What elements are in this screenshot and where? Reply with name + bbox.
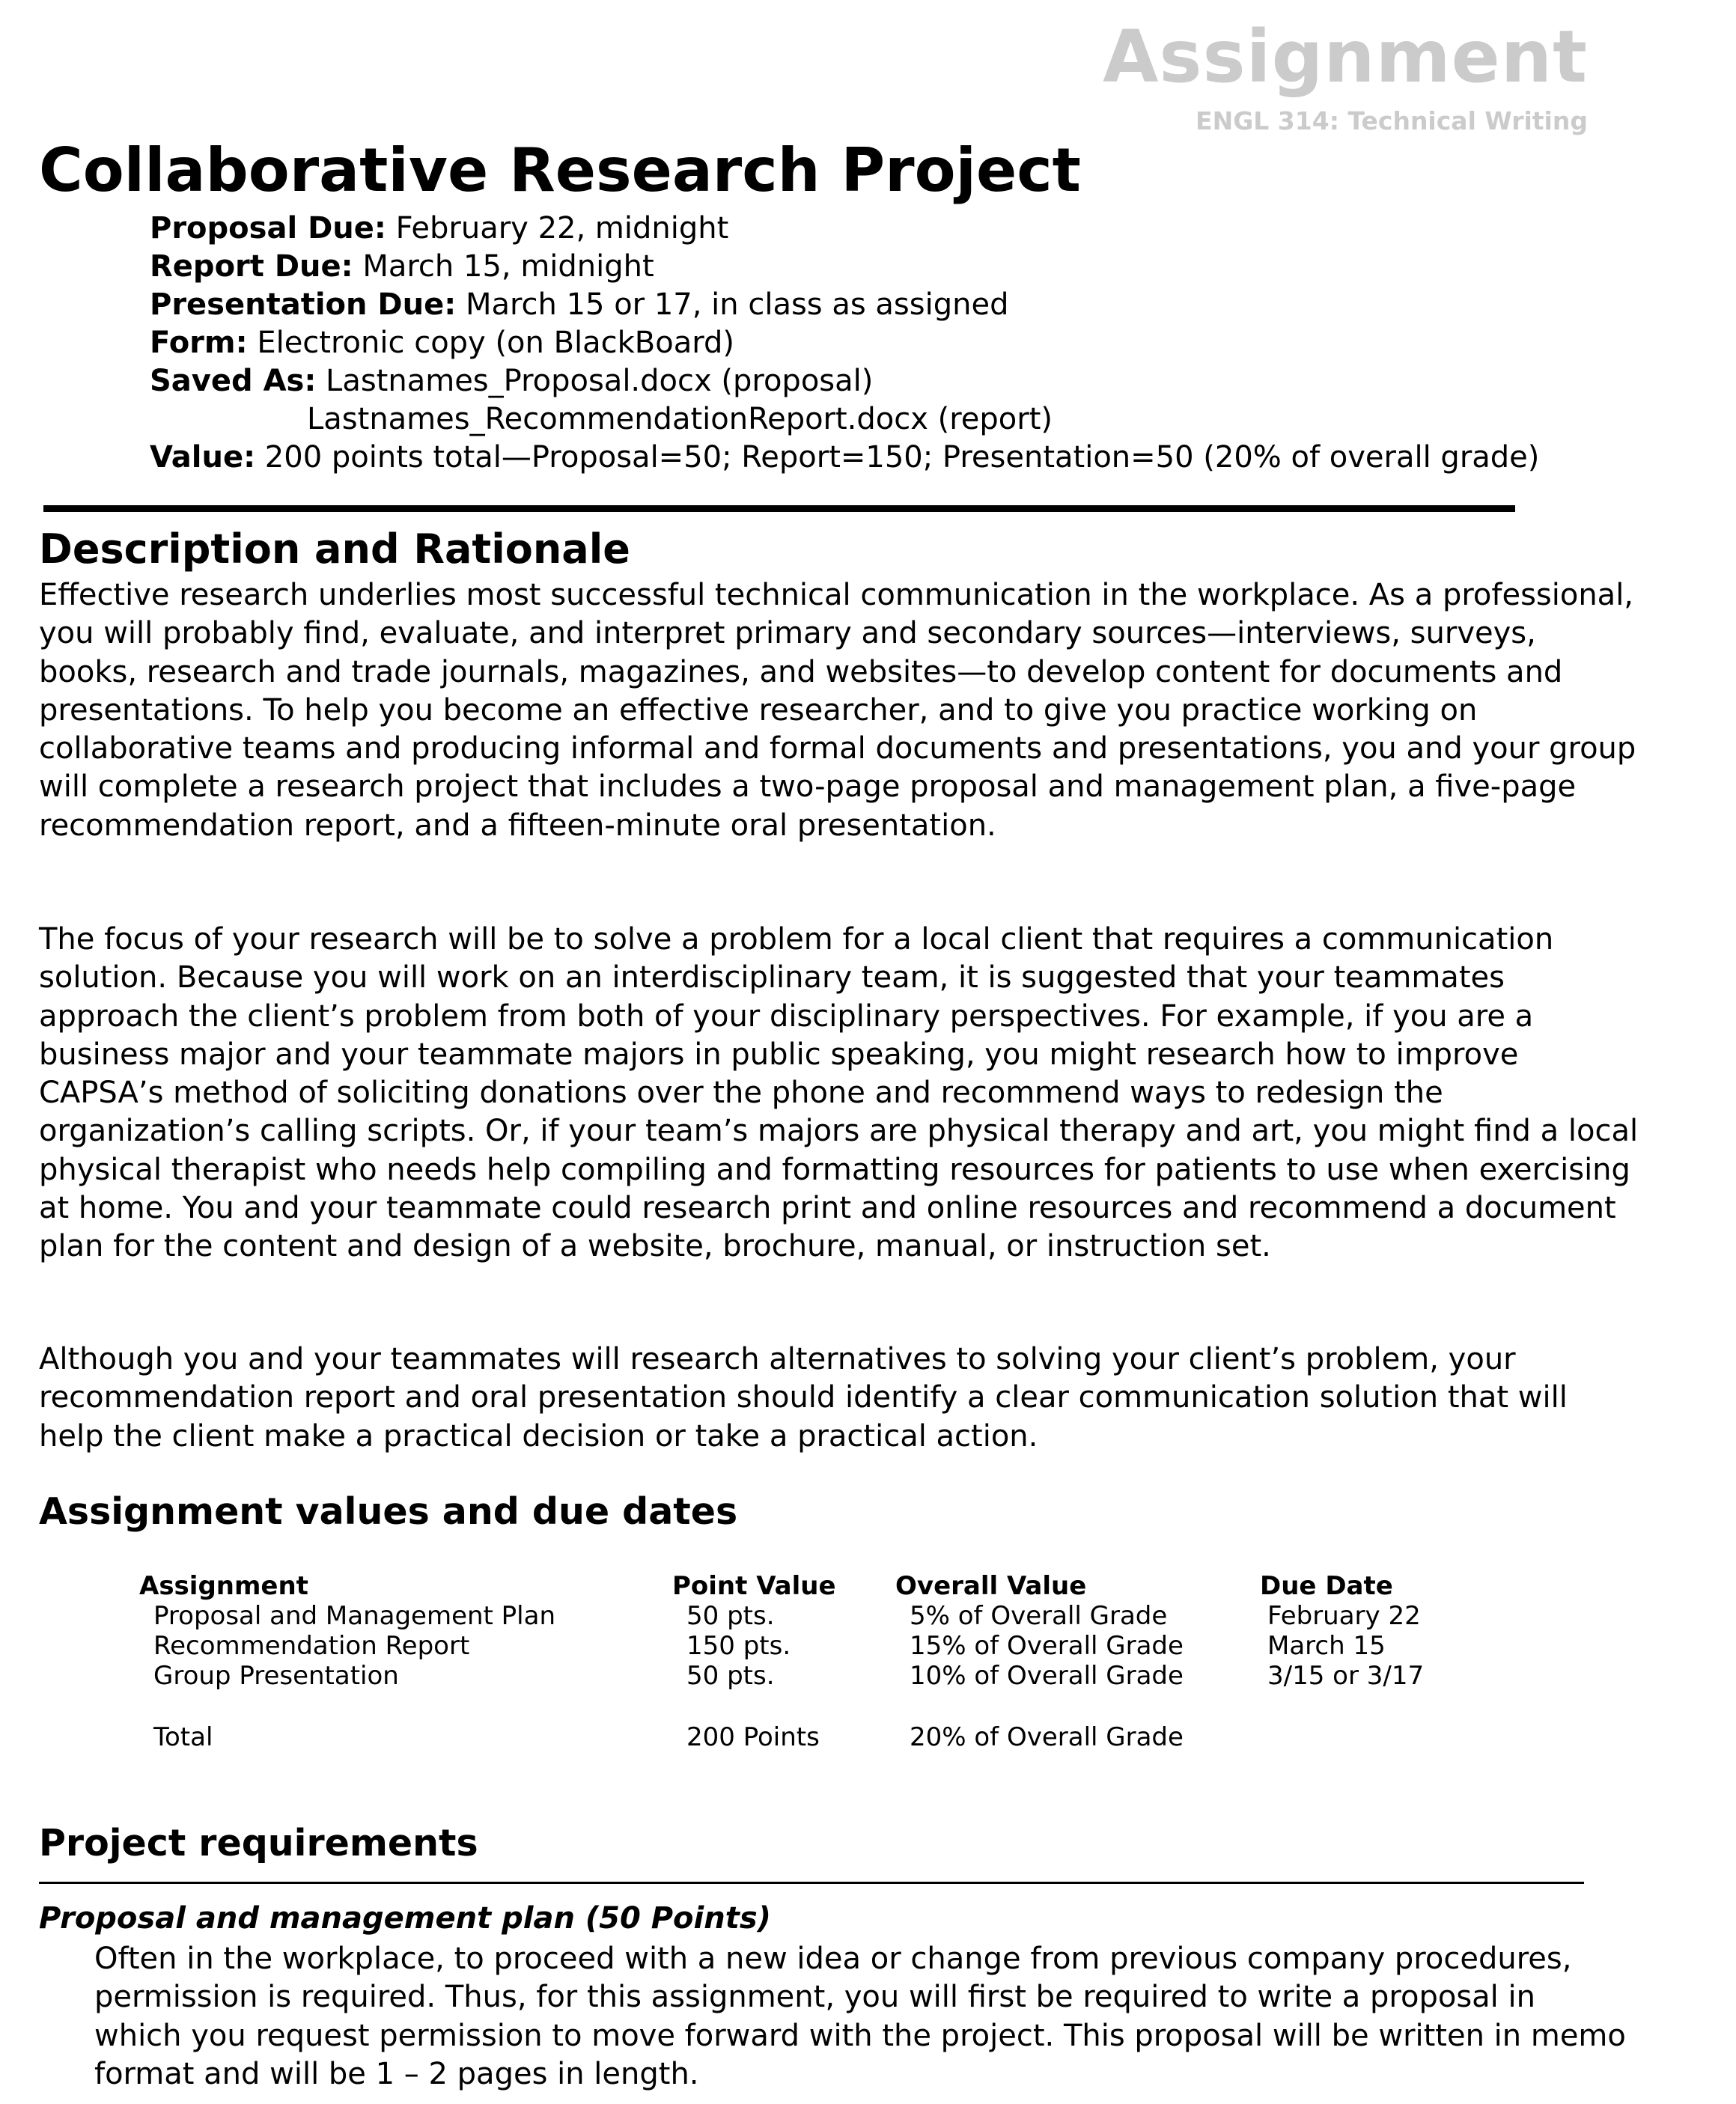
assignment-watermark-title: Assignment [1103,15,1588,99]
section-heading-description: Description and Rationale [39,525,630,573]
table-total-overall: 20% of Overall Grade [910,1722,1184,1752]
table-header-assignment: Assignment [139,1571,308,1601]
meta-value: March 15, midnight [362,249,654,284]
meta-saved-as [150,362,873,400]
table-total-points: 200 Points [686,1722,820,1752]
meta-report-due [150,248,654,286]
document-title: Collaborative Research Project [39,135,1081,205]
meta-value-text: 200 points total—Proposal=50; Report=150; Presentation=50 (20% of overall grade) [264,440,1540,475]
table-header-overall-value: Overall Value [895,1571,1087,1601]
meta-value: Electronic copy (on BlackBoard) [257,326,734,360]
meta-label: Presentation Due: [150,287,457,322]
paragraph-description-3: Although you and your teammates will research alternatives to solving your client’s problem, your recommendation report and oral presentation should identify a clear communication solution that will help the client make a practical decision or take a practical action. [39,1342,1568,1454]
table-cell: 10% of Overall Grade [910,1661,1184,1691]
meta-label: Value: [150,440,256,475]
table-cell: Recommendation Report [153,1631,470,1661]
table-cell: March 15 [1267,1631,1386,1661]
table-total-label: Total [153,1722,213,1752]
table-cell: Proposal and Management Plan [153,1601,556,1631]
section-heading-values: Assignment values and due dates [39,1490,738,1533]
table-cell: 50 pts. [686,1601,775,1631]
table-header-due-date: Due Date [1260,1571,1393,1601]
paragraph-proposal: Often in the workplace, to proceed with a new idea or change from previous company procedures, permission is required. Thus, for this assignment, you will first be required to write a proposal in which you request permission to move forward with the project. This proposal will be written in memo format and will be 1 – 2 pages in length. [94,1942,1626,2091]
table-cell: February 22 [1267,1601,1421,1631]
table-cell: 3/15 or 3/17 [1267,1661,1425,1691]
meta-value: February 22, midnight [395,211,729,246]
header-divider [43,505,1515,512]
table-cell: 15% of Overall Grade [910,1631,1184,1661]
requirements-divider [39,1882,1584,1884]
meta-value: Lastnames_RecommendationReport.docx (report) [307,402,1053,436]
meta-label: Saved As: [150,364,317,398]
paragraph-description-1: Effective research underlies most successful technical communication in the workplace. As a professional, you will probably find, evaluate, and interpret primary and secondary sources—interviews, surveys, books, research and trade journals, magazines, and websites—to develop content for documents and presentations. To help you become an effective researcher, and to give you practice working on collaborative teams and producing informal and formal documents and presentations, you and your group will complete a research project that includes a two-page proposal and management plan, a five-page recommendation report, and a fifteen-minute oral presentation. [39,578,1636,843]
subheading-proposal: Proposal and management plan (50 Points) [39,1901,771,1936]
meta-saved-as-second [307,400,1053,439]
meta-proposal-due [150,210,728,248]
section-heading-requirements: Project requirements [39,1822,478,1864]
table-cell: Group Presentation [153,1661,399,1691]
meta-label: Proposal Due: [150,211,386,246]
meta-value: March 15 or 17, in class as assigned [465,287,1009,322]
paragraph-description-2: The focus of your research will be to solve a problem for a local client that requires a communication solution. Because you will work on an interdisciplinary team, it is suggested that your teammates approach the client’s problem from both of your disciplinary perspectives. For example, if you are a business major and your teammate majors in public speaking, you might research how to improve CAPSA’s method of soliciting donations over the phone and recommend ways to redesign the organization’s calling scripts. Or, if your team’s majors are physical therapy and art, you might find a local physical therapist who needs help compiling and formatting resources for patients to use when exercising at home. You and your teammate could research print and online resources and recommend a document plan for the content and design of a website, brochure, manual, or instruction set. [39,922,1639,1264]
meta-presentation-due [150,286,1008,324]
meta-label: Report Due: [150,249,353,284]
table-cell: 50 pts. [686,1661,775,1691]
meta-label: Form: [150,326,248,360]
table-cell: 150 pts. [686,1631,791,1661]
meta-value: Lastnames_Proposal.docx (proposal) [326,364,874,398]
course-name: ENGL 314: Technical Writing [1196,106,1588,135]
table-cell: 5% of Overall Grade [910,1601,1168,1631]
table-header-point-value: Point Value [672,1571,836,1601]
meta-form [150,324,734,362]
meta-value [150,439,1539,477]
